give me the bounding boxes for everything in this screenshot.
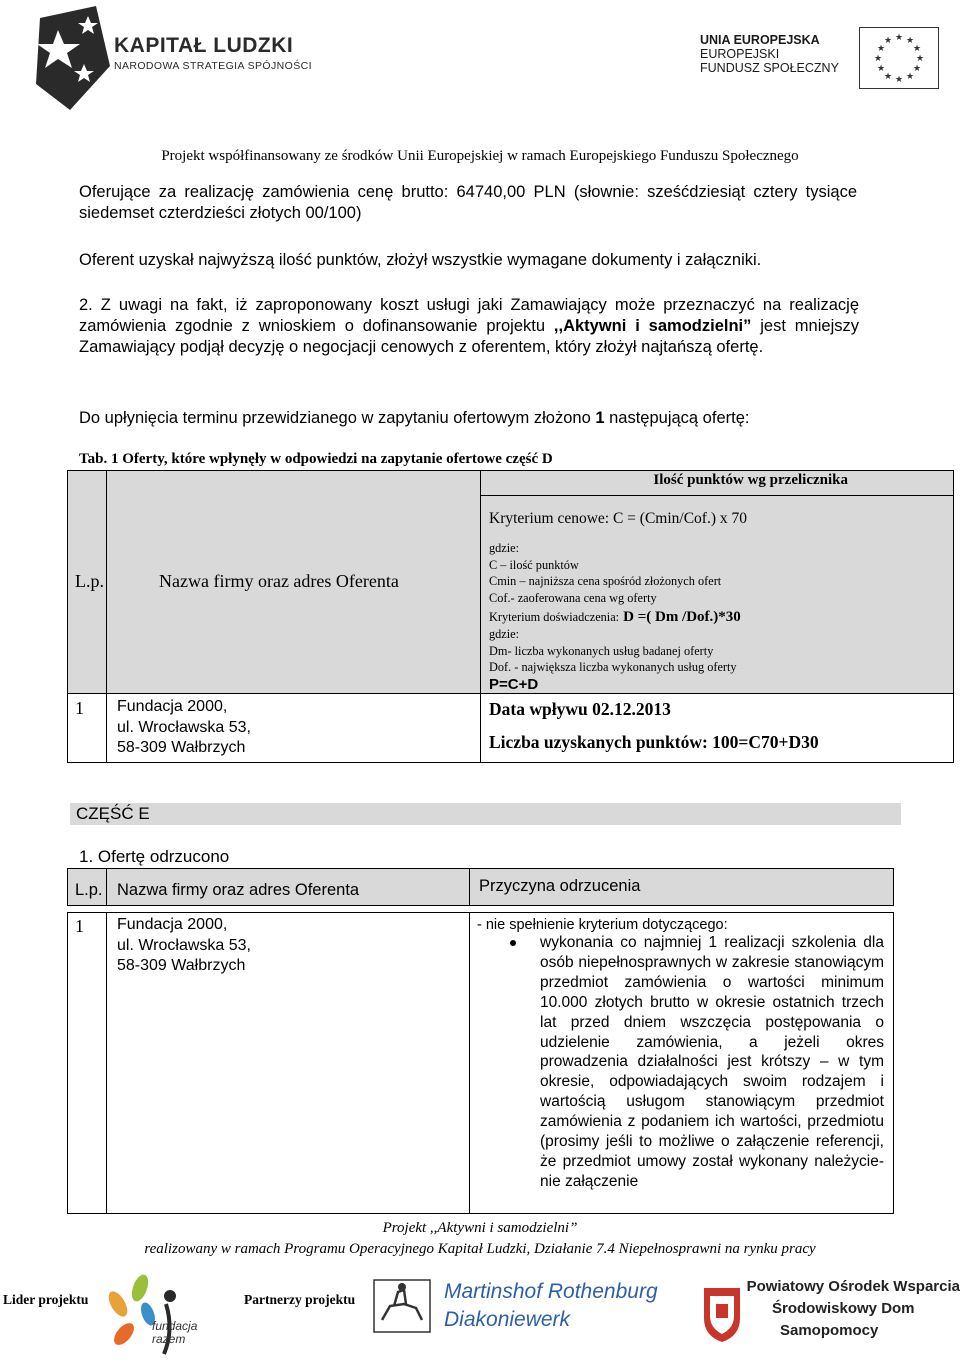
row-1-points: Liczba uzyskanych punktów: 100=C70+D30 — [489, 732, 819, 752]
part-e-heading: CZĘŚĆ E — [70, 803, 901, 825]
svg-text:★: ★ — [883, 72, 893, 82]
fundacja-razem-text: fundacja razem — [152, 1319, 198, 1346]
kapital-ludzki-subtitle: NARODOWA STRATEGIA SPÓJNOŚCI — [114, 60, 312, 72]
offers-count-text-b: następującą ofertę: — [604, 409, 750, 427]
row-1-lp: 1 — [75, 698, 84, 718]
column-name-header: Nazwa firmy oraz adres Oferenta — [159, 571, 399, 591]
rejected-offers-table — [67, 868, 894, 1214]
partners-label: Partnerzy projektu — [244, 1292, 356, 1307]
criteria-block — [489, 510, 944, 693]
svg-text:★: ★ — [876, 44, 886, 54]
cofinancing-note: Projekt współfinansowany ze środków Unii Europejskiej w ramach Europejskiego Funduszu Społecznego — [161, 148, 799, 164]
eu-line-3: FUNDUSZ SPOŁECZNY — [700, 61, 839, 75]
kapital-ludzki-emblem-icon — [36, 6, 112, 110]
cmin-definition: Cmin – najniższa cena spośród złożonych ofert — [489, 574, 722, 588]
dof-definition: Dof. - największa liczba wykonanych usług oferty — [489, 660, 737, 674]
kapital-ludzki-logo — [36, 6, 336, 110]
dm-definition: Dm- liczba wykonanych usług badanej oferty — [489, 643, 714, 658]
svg-text:★: ★ — [905, 36, 915, 46]
rejected-row-1-name — [117, 915, 251, 977]
footer-programme: realizowany w ramach Programu Operacyjnego Kapitał Ludzki, Działanie 7.4 Niepełnosprawni na rynku pracy — [144, 1241, 816, 1257]
rejected-column-lp: L.p. — [75, 881, 103, 899]
fundacja-razem-icon — [104, 1274, 214, 1362]
project-name: ,,Aktywni i samodzielni” — [553, 317, 752, 335]
offers-count: 1 — [595, 409, 605, 427]
rejection-reason-intro: - nie spełnienie kryterium dotyczącego: — [477, 917, 728, 933]
martinshof-rider-icon — [372, 1276, 438, 1336]
bullet-icon — [510, 940, 516, 946]
offer-price-paragraph: Oferujące za realizację zamówienia cenę brutto: 64740,00 PLN (słownie: sześćdziesiąt cztery tysiące siedemset czterdzieści złotych 00/100) — [79, 183, 857, 222]
svg-text:★: ★ — [905, 72, 915, 82]
diakoniewerk-name: Diakoniewerk — [444, 1308, 571, 1331]
experience-criterion — [489, 608, 944, 626]
where-label-2: gdzie: — [489, 627, 520, 641]
row-1-name-line-2: ul. Wrocławska 53, — [117, 718, 251, 736]
svg-text:★: ★ — [894, 75, 904, 85]
powiat-name-line-3: Samopomocy — [780, 1322, 879, 1339]
e-col-divider-1b — [106, 912, 107, 1214]
eu-flag-icon — [859, 27, 939, 89]
header-gap — [469, 906, 475, 912]
svg-text:★: ★ — [873, 54, 883, 64]
column-lp-header: L.p. — [75, 571, 104, 591]
powiat-name-line-1: Powiatowy Ośrodek Wsparcia — [746, 1278, 960, 1295]
row-1-name-line-3: 58-309 Wałbrzych — [117, 739, 246, 756]
offers-table-d — [67, 470, 954, 763]
rejected-heading: 1. Ofertę odrzucono — [79, 847, 230, 866]
svg-text:★: ★ — [894, 33, 904, 43]
experience-formula: D =( Dm /Dof.)*30 — [623, 609, 741, 625]
svg-text:★: ★ — [876, 64, 886, 74]
footer-project-name: Projekt ,,Aktywni i samodzielni” — [382, 1220, 578, 1236]
row-1-name — [117, 697, 251, 759]
svg-text:★: ★ — [915, 54, 925, 64]
negotiation-paragraph — [79, 295, 859, 358]
eu-line-2: EUROPEJSKI — [700, 47, 780, 61]
cof-definition: Cof.- zaoferowana cena wg oferty — [489, 590, 657, 605]
rejected-row-1-name-line-1: Fundacja 2000, — [117, 916, 228, 933]
svg-text:★: ★ — [912, 44, 922, 54]
points-header: Ilość punktów wg przelicznika — [653, 472, 848, 488]
rejected-row-1-lp: 1 — [75, 916, 84, 936]
rejected-column-name: Nazwa firmy oraz adres Oferenta — [117, 881, 360, 899]
rejected-row-1-name-line-3: 58-309 Wałbrzych — [117, 957, 246, 974]
e-col-divider-1a — [106, 868, 107, 906]
martinshof-name: Martinshof Rothenburg — [444, 1280, 658, 1303]
e-col-divider-2a — [469, 868, 470, 906]
negotiation-text-a: Z uwagi na fakt, iż zaproponowany koszt usługi jaki Zamawiający może przeznaczyć na realizację zamówienia zgodnie z wnioskiem o dofinansowanie projektu — [79, 296, 859, 335]
e-col-divider-2b — [469, 912, 470, 1214]
experience-label: Kryterium doświadczenia: — [489, 610, 620, 624]
svg-text:★: ★ — [912, 64, 922, 74]
leader-label: Lider projektu — [3, 1292, 89, 1307]
offers-count-paragraph — [79, 408, 879, 429]
total-formula: P=C+D — [489, 675, 539, 693]
table-caption: Tab. 1 Oferty, które wpłynęły w odpowiedzi na zapytanie ofertowe część D — [79, 451, 553, 467]
c-definition: C – ilość punktów — [489, 557, 579, 572]
offers-count-text-a: Do upłynięcia terminu przewidzianego w zapytaniu ofertowym złożono — [79, 409, 596, 427]
fundacja-razem-logo — [104, 1274, 214, 1362]
where-label-1: gdzie: — [489, 541, 520, 555]
row-1-name-line-1: Fundacja 2000, — [117, 698, 228, 715]
row-1-date: Data wpływu 02.12.2013 — [489, 699, 671, 719]
kapital-ludzki-title: KAPITAŁ LUDZKI — [114, 34, 294, 57]
rejection-reason-bullet: wykonania co najmniej 1 realizacji szkolenia dla osób niepełnosprawnych w zakresie stanowiącym przedmiot zamówienia o wartości minimum 10.000 złotych brutto w okresie ostatnich trzech lat przed dniem wszczęcia postępowania o udzielenie zamówienia, a jeżeli okres prowadzenia działalności jest krótszy – w tym okresie, odpowiadających swoim rodzajem i wartością usługom stanowiącym przedmiot zamówienia z podaniem ich wartości, przedmiotu (prosimy jeśli to możliwe o załączenie referencji, że przedmiot umowy został wykonany należycie-nie załączenie — [540, 934, 884, 1190]
powiat-name-line-2: Środowiskowy Dom — [772, 1300, 915, 1317]
svg-text:★: ★ — [883, 36, 893, 46]
points-paragraph: Oferent uzyskał najwyższą ilość punktów, złożył wszystkie wymagane dokumenty i załączniki. — [79, 251, 762, 269]
rejected-row-1-name-line-2: ul. Wrocławska 53, — [117, 936, 251, 954]
eu-logo-text — [700, 33, 839, 75]
powiat-logo — [700, 1278, 960, 1344]
eu-line-1: UNIA EUROPEJSKA — [700, 33, 820, 47]
paragraph-number: 2. — [79, 296, 93, 314]
rejected-column-reason: Przyczyna odrzucenia — [479, 877, 641, 895]
martinshof-logo — [372, 1276, 684, 1336]
negotiation-text-b: jest mniejszy Zamawiający podjął decyzję o negocjacji cenowych z oferentem, który złożył najtańszą ofertę. — [79, 317, 859, 356]
price-criterion: Kryterium cenowe: C = (Cmin/Cof.) x 70 — [489, 510, 747, 527]
